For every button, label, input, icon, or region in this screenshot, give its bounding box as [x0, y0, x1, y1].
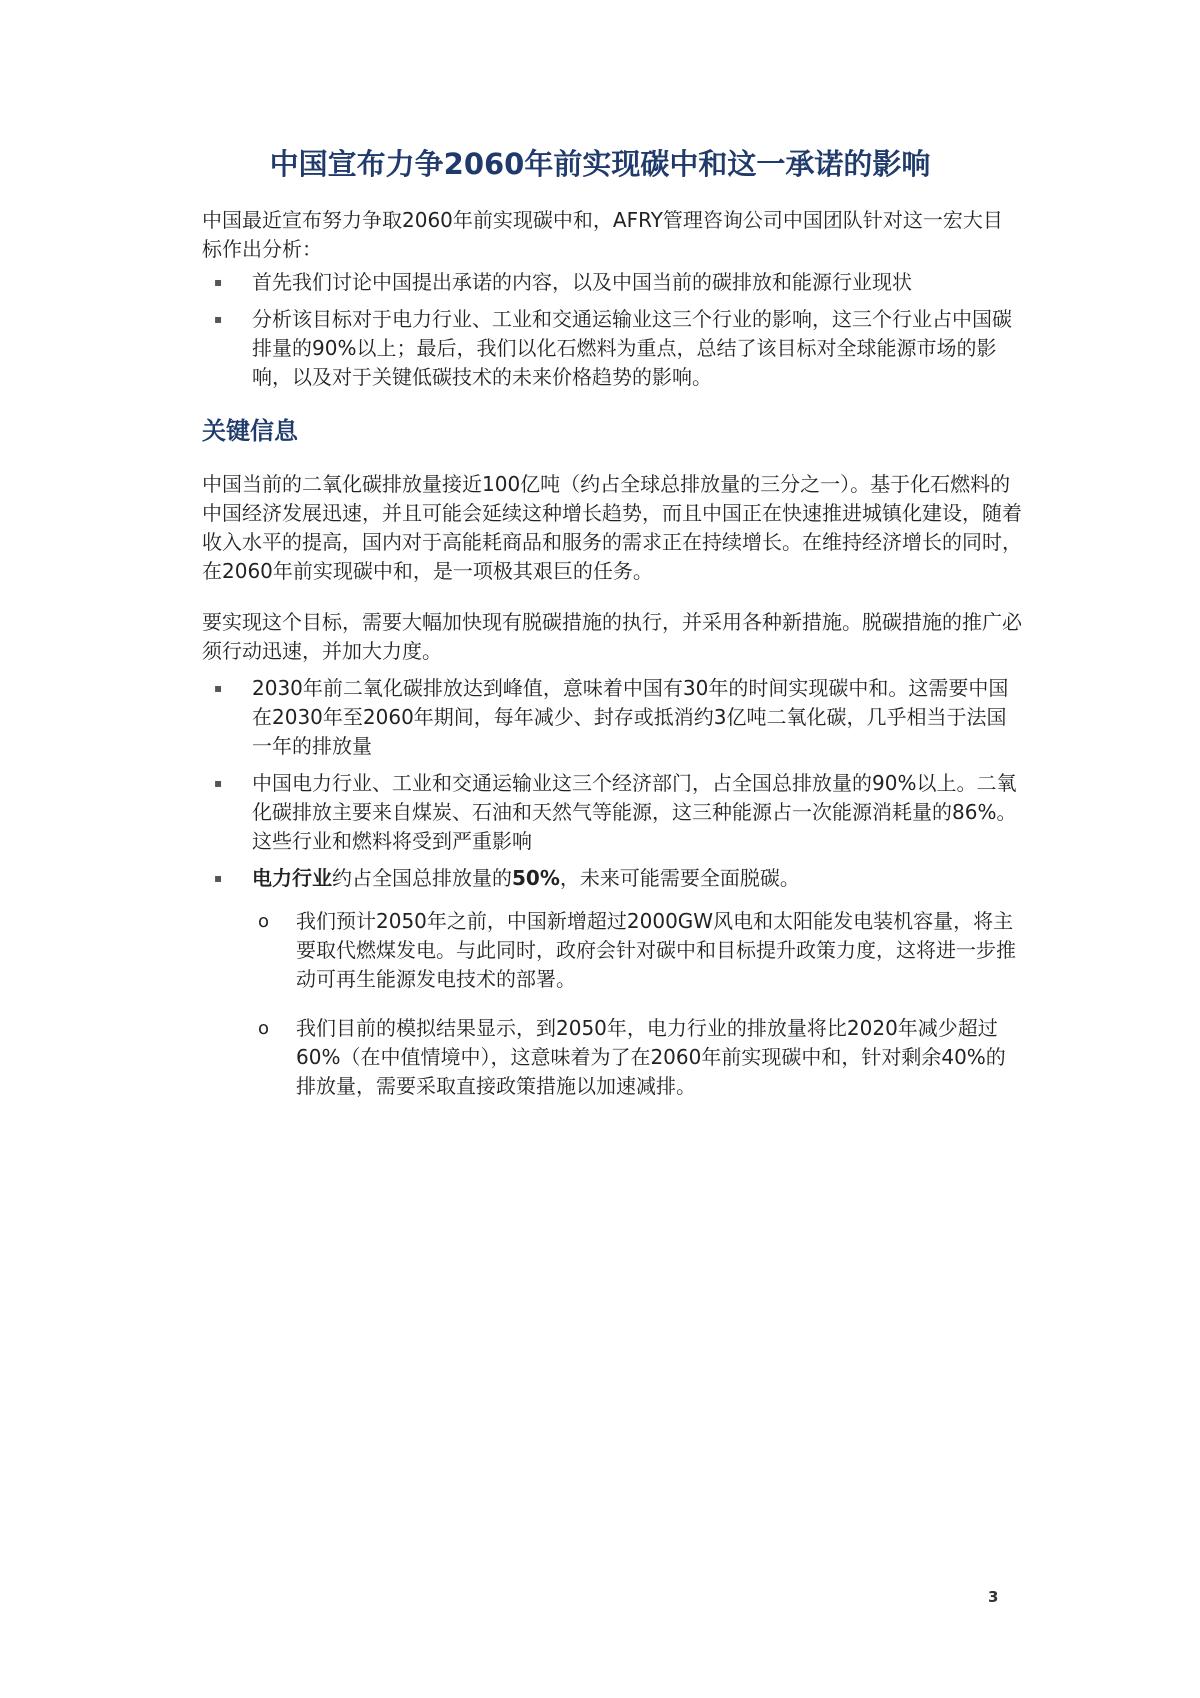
power-sector-label: 电力行业 [252, 866, 332, 890]
sub-list-item [202, 1014, 1022, 1101]
key-info-paragraph-1: 中国当前的二氧化碳排放量接近100亿吨（约占全球总排放量的三分之一）。基于化石燃料的中国经济发展迅速，并且可能会延续这种增长趋势，而且中国正在快速推进城镇化建设，随着收入水平的提高，国内对于高能耗商品和服务的需求正在持续增长。在维持经济增长的同时，在2060年前实现碳中和，是一项极其艰巨的任务。 [202, 472, 1022, 583]
page-title: 中国宣布力争2060年前实现碳中和这一承诺的影响 [269, 147, 931, 181]
circle-bullet-icon: o [258, 911, 270, 932]
page-number: 3 [988, 1588, 999, 1606]
intro-bullet-list [202, 268, 1022, 392]
list-item-power-sector [202, 864, 1022, 1101]
power-sector-sub-list [202, 907, 1022, 1101]
key-info-section [202, 470, 1022, 1101]
square-bullet-icon: ▪ [214, 681, 223, 695]
intro-section [202, 206, 1022, 392]
list-item-text: 中国电力行业、工业和交通运输业这三个经济部门，占全国总排放量的90%以上。二氧化碳排放主要来自煤炭、石油和天然气等能源，这三种能源占一次能源消耗量的86%。这些行业和燃料将受到严重影响 [252, 771, 1017, 853]
square-bullet-icon: ▪ [214, 871, 223, 885]
power-sector-text-end: ，未来可能需要全面脱碳。 [559, 866, 800, 890]
circle-bullet-icon: o [258, 1018, 270, 1039]
intro-paragraph: 中国最近宣布努力争取2060年前实现碳中和，AFRY管理咨询公司中国团队针对这一宏大目标作出分析： [202, 208, 1003, 261]
list-item-text: 分析该目标对于电力行业、工业和交通运输业这三个行业的影响，这三个行业占中国碳排量的90%以上；最后，我们以化石燃料为重点，总结了该目标对全球能源市场的影响，以及对于关键低碳技术的未来价格趋势的影响。 [252, 307, 1012, 389]
key-info-paragraph-2: 要实现这个目标，需要大幅加快现有脱碳措施的执行，并采用各种新措施。脱碳措施的推广必须行动迅速，并加大力度。 [202, 610, 1022, 663]
sub-list-item-text: 我们预计2050年之前，中国新增超过2000GW风电和太阳能发电装机容量，将主要取代燃煤发电。与此同时，政府会针对碳中和目标提升政策力度，这将进一步推动可再生能源发电技术的部署。 [296, 909, 1016, 991]
list-item [202, 268, 1022, 297]
square-bullet-icon: ▪ [214, 275, 223, 289]
list-item [202, 769, 1022, 856]
square-bullet-icon: ▪ [214, 312, 223, 326]
square-bullet-icon: ▪ [214, 776, 223, 790]
power-sector-text: 约占全国总排放量的 [332, 866, 512, 890]
list-item-text: 2030年前二氧化碳排放达到峰值，意味着中国有30年的时间实现碳中和。这需要中国在2030年至2060年期间，每年减少、封存或抵消约3亿吨二氧化碳，几乎相当于法国一年的排放量 [252, 676, 1009, 758]
key-info-bullet-list [202, 674, 1022, 1101]
section-heading: 关键信息 [202, 417, 298, 445]
list-item [202, 674, 1022, 761]
sub-list-item-text: 我们目前的模拟结果显示，到2050年，电力行业的排放量将比2020年减少超过60%（在中值情境中），这意味着为了在2060年前实现碳中和，针对剩余40%的排放量，需要采取直接政策措施以加速减排。 [296, 1016, 1006, 1098]
power-sector-share: 50% [512, 866, 560, 890]
sub-list-item [202, 907, 1022, 994]
list-item-text: 首先我们讨论中国提出承诺的内容，以及中国当前的碳排放和能源行业现状 [252, 270, 912, 294]
list-item [202, 305, 1022, 392]
